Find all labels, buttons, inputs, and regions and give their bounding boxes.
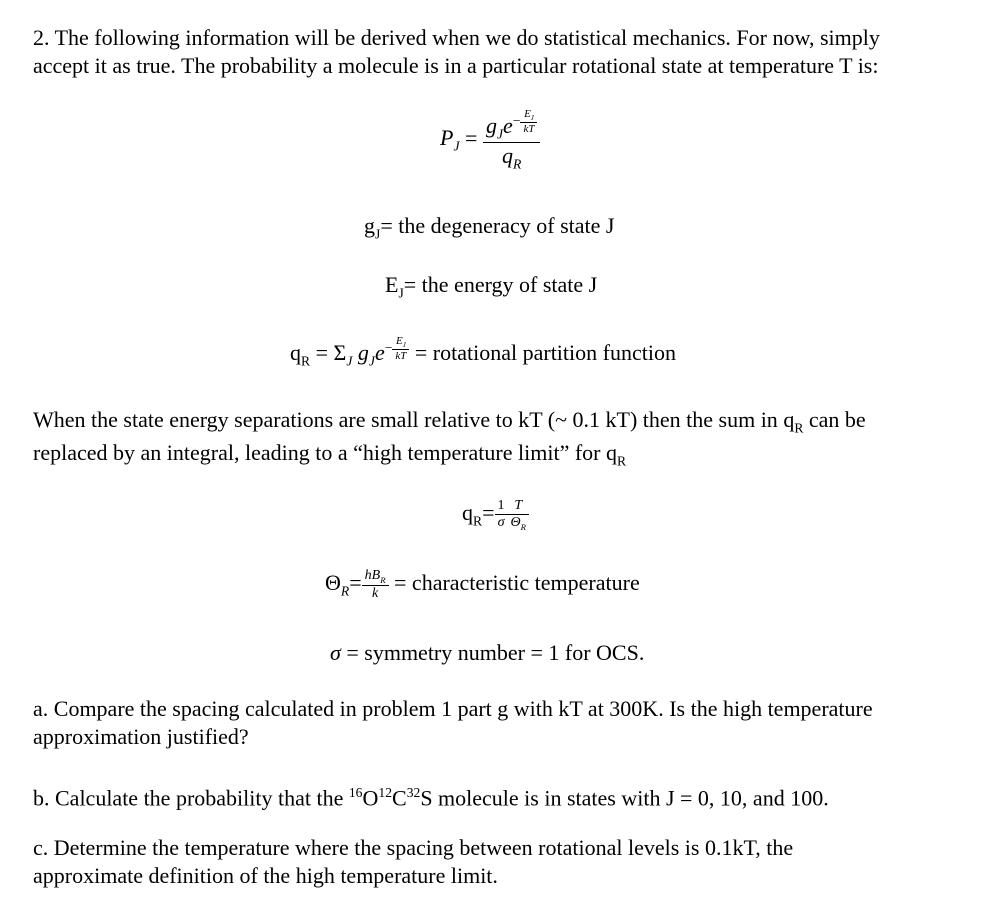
- gj-definition: $g_J=$ the degeneracy of state J: [364, 213, 615, 242]
- paragraph-line-1: When the state energy separations are small relative to kT (~ 0.1 kT) then the sum in $q_R$ can be: [33, 407, 866, 436]
- sigma-definition: σ = symmetry number = 1 for OCS.: [330, 640, 645, 665]
- paragraph-line-2: replaced by an integral, leading to a “high temperature limit” for $q_R$: [33, 440, 627, 469]
- high-temperature-equation: $q_R=$ $\frac{1}{\sigma}$ $\frac{T}{\Theta_R}$: [462, 498, 529, 532]
- question-a-line-1: a. Compare the spacing calculated in problem 1 part g with kT at 300K. Is the high temperature: [33, 696, 873, 721]
- theta-definition: $\Theta_R=$ $\frac{hB_R}{k}$ = characteristic temperature: [325, 568, 640, 601]
- ej-definition: $E_J=$ the energy of state J: [385, 272, 598, 301]
- problem-line-1: 2. The following information will be derived when we do statistical mechanics. For now, simply: [33, 25, 880, 50]
- probability-equation: $P_J$ = $g_Je^{- \frac{E_J}{kT}}$ $q_R$: [440, 108, 540, 173]
- problem-line-2: accept it as true. The probability a molecule is in a particular rotational state at temperature T is:: [33, 53, 879, 78]
- question-c-line-2: approximate definition of the high temperature limit.: [33, 863, 498, 888]
- question-c-line-1: c. Determine the temperature where the spacing between rotational levels is 0.1kT, the: [33, 835, 794, 860]
- partition-function-equation: $q_R = \Sigma_J$ $g_Je^{- \frac{E_J}{kT}}$ = rotational partition function: [290, 335, 676, 369]
- question-b: b. Calculate the probability that the $^{16}O^{12}C^{32}S$ molecule is in states with J = 0, 10, and 100.: [33, 785, 829, 811]
- question-a-line-2: approximation justified?: [33, 724, 249, 749]
